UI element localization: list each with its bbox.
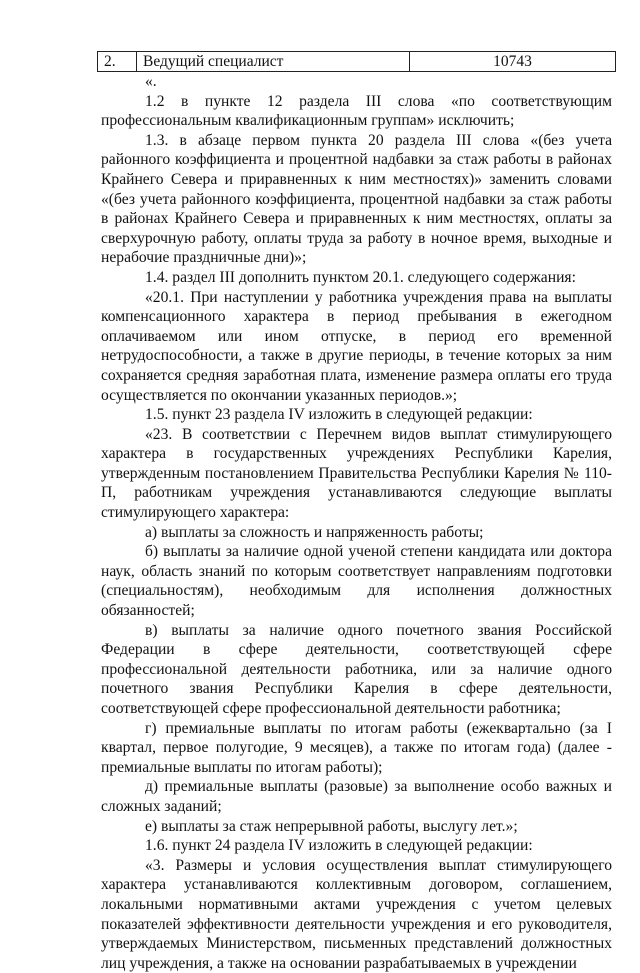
quote-close: «.	[145, 73, 157, 90]
document-body	[101, 72, 612, 973]
list-item-d: д) премиальные выплаты (разовые) за выполнение особо важных и сложных заданий;	[101, 778, 612, 815]
position-title: Ведущий специалист	[137, 52, 410, 72]
paragraph-3: «3. Размеры и условия осуществления выплат стимулирующего характера устанавливаются коллективным договором, соглашением, локальными нормативными актами учреждения с учетом целевых показателей эффективности деятельности учреждения и его руководителя, утверждаемых Министерством, письменных представлений должностных лиц учреждения, а также на основании разрабатываемых в учреждении	[101, 856, 612, 972]
positions-table	[97, 51, 616, 72]
paragraph-1-3: 1.3. в абзаце первом пункта 20 раздела III слова «(без учета районного коэффициента и процентной надбавки за стаж работы в районах Крайнего Севера и приравненных к ним местностях)» заменить словами «(без учета районного коэффициента, процентной надбавки за стаж работы в районах Крайнего Севера и приравненных к ним местностях, оплаты за сверхурочную работу, оплаты труда за работу в ночное время, выходные и нерабочие праздничные дни)»;	[101, 131, 612, 267]
table-row	[98, 52, 616, 72]
list-item-v: в) выплаты за наличие одного почетного звания Российской Федерации в сфере деятельности, соответствующей сфере профессиональной деятельности работника, или за наличие одного почетного звания Республики Карелия в сфере деятельности, соответствующей сфере профессиональной деятельности работника;	[101, 621, 612, 717]
salary-value: 10743	[410, 52, 616, 72]
paragraph-23: «23. В соответствии с Перечнем видов выплат стимулирующего характера в государственных учреждениях Республики Карелия, утвержденным постановлением Правительства Республики Карелия № 110-П, работникам учреждения устанавливаются следующие выплаты стимулирующего характера:	[101, 425, 612, 522]
paragraph-1-6: 1.6. пункт 24 раздела IV изложить в следующей редакции:	[145, 837, 533, 855]
paragraph-1-2: 1.2 в пункте 12 раздела III слова «по соответствующим профессиональным квалификационным группам» исключить;	[101, 92, 612, 130]
list-item-e: е) выплаты за стаж непрерывной работы, выслугу лет.»;	[145, 817, 518, 835]
row-number: 2.	[98, 52, 137, 72]
list-item-g: г) премиальные выплаты по итогам работы (ежеквартально (за I квартал, первое полугодие, 9 месяцев), а также по итогам года) (далее - премиальные выплаты по итогам работы);	[101, 719, 612, 776]
paragraph-20-1: «20.1. При наступлении у работника учреждения права на выплаты компенсационного характера в период пребывания в ежегодном оплачиваемом или ином отпуске, в период его временной нетрудоспособности, а также в другие периоды, в течение которых за ним сохраняется средняя заработная плата, изменение размера оплаты его труда осуществляется по окончании указанных периодов.»;	[101, 288, 612, 404]
list-item-b: б) выплаты за наличие одной ученой степени кандидата или доктора наук, область знаний по которым соответствует направлениям подготовки (специальностям), необходимым для исполнения должностных обязанностей;	[101, 543, 612, 620]
list-item-a: а) выплаты за сложность и напряженность работы;	[145, 523, 484, 541]
paragraph-1-4: 1.4. раздел III дополнить пунктом 20.1. следующего содержания:	[145, 268, 576, 286]
paragraph-1-5: 1.5. пункт 23 раздела IV изложить в следующей редакции:	[145, 406, 533, 424]
